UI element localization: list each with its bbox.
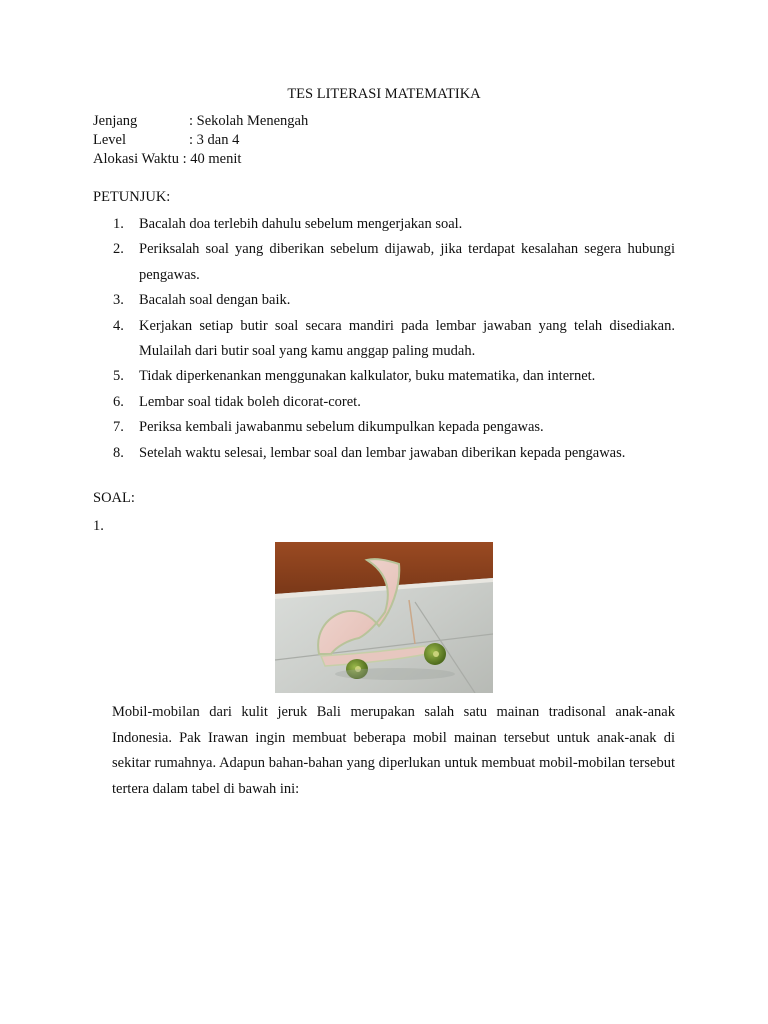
meta-key: Alokasi Waktu xyxy=(93,151,179,167)
item-number: 2. xyxy=(113,241,124,258)
item-number: 8. xyxy=(113,444,124,461)
meta-row-level-school xyxy=(93,111,308,131)
list-item xyxy=(93,441,675,466)
meta-value: : 40 menit xyxy=(182,151,242,167)
questions-heading: SOAL: xyxy=(93,490,135,506)
instructions-heading: PETUNJUK: xyxy=(93,189,171,205)
meta-key: Level xyxy=(93,132,127,148)
question-text: Mobil-mobilan dari kulit jeruk Bali merupakan salah satu mainan tradisonal anak-anak Indonesia. Pak Irawan ingin membuat beberapa mobil mainan tersebut untuk anak-anak di sekitar rumahnya. Adapun bahan-bahan yang diperlukan untuk membuat mobil-mobilan tersebut tertera dalam tabel di bawah ini: xyxy=(112,704,675,797)
item-text: Tidak diperkenankan menggunakan kalkulator, buku matematika, dan internet. xyxy=(139,368,596,385)
list-item xyxy=(93,390,675,415)
list-item xyxy=(93,237,675,288)
meta-value: : Sekolah Menengah xyxy=(189,113,309,129)
list-item xyxy=(93,364,675,389)
list-item xyxy=(93,314,675,365)
item-text: Bacalah doa terlebih dahulu sebelum mengerjakan soal. xyxy=(139,216,463,232)
item-text: Kerjakan setiap butir soal secara mandiri pada lembar jawaban yang telah disediakan. Mulailah dari butir soal yang kamu anggap paling mudah. xyxy=(139,317,675,360)
instructions-list xyxy=(93,212,675,466)
item-text: Setelah waktu selesai, lembar soal dan lembar jawaban diberikan kepada pengawas. xyxy=(139,444,626,461)
meta-key: Jenjang xyxy=(93,113,138,129)
item-number: 4. xyxy=(113,317,124,334)
document-title: TES LITERASI MATEMATIKA xyxy=(287,86,481,102)
item-text: Lembar soal tidak boleh dicorat-coret. xyxy=(139,393,361,410)
list-item xyxy=(93,415,675,440)
list-item xyxy=(93,288,675,313)
item-text: Bacalah soal dengan baik. xyxy=(139,292,291,309)
item-number: 5. xyxy=(113,368,124,385)
item-number: 1. xyxy=(113,216,124,232)
item-text: Periksalah soal yang diberikan sebelum dijawab, jika terdapat kesalahan segera hubungi pengawas. xyxy=(139,241,675,283)
item-number: 6. xyxy=(113,393,124,410)
item-text: Periksa kembali jawabanmu sebelum dikumpulkan kepada pengawas. xyxy=(139,419,544,436)
item-number: 7. xyxy=(113,419,124,436)
meta-row-time xyxy=(93,149,241,169)
pomelo-toy-car-photo xyxy=(275,542,493,693)
question-number: 1. xyxy=(93,518,104,534)
meta-row-level xyxy=(93,130,239,150)
meta-value: : 3 dan 4 xyxy=(189,132,240,148)
list-item xyxy=(93,212,675,237)
item-number: 3. xyxy=(113,292,124,309)
